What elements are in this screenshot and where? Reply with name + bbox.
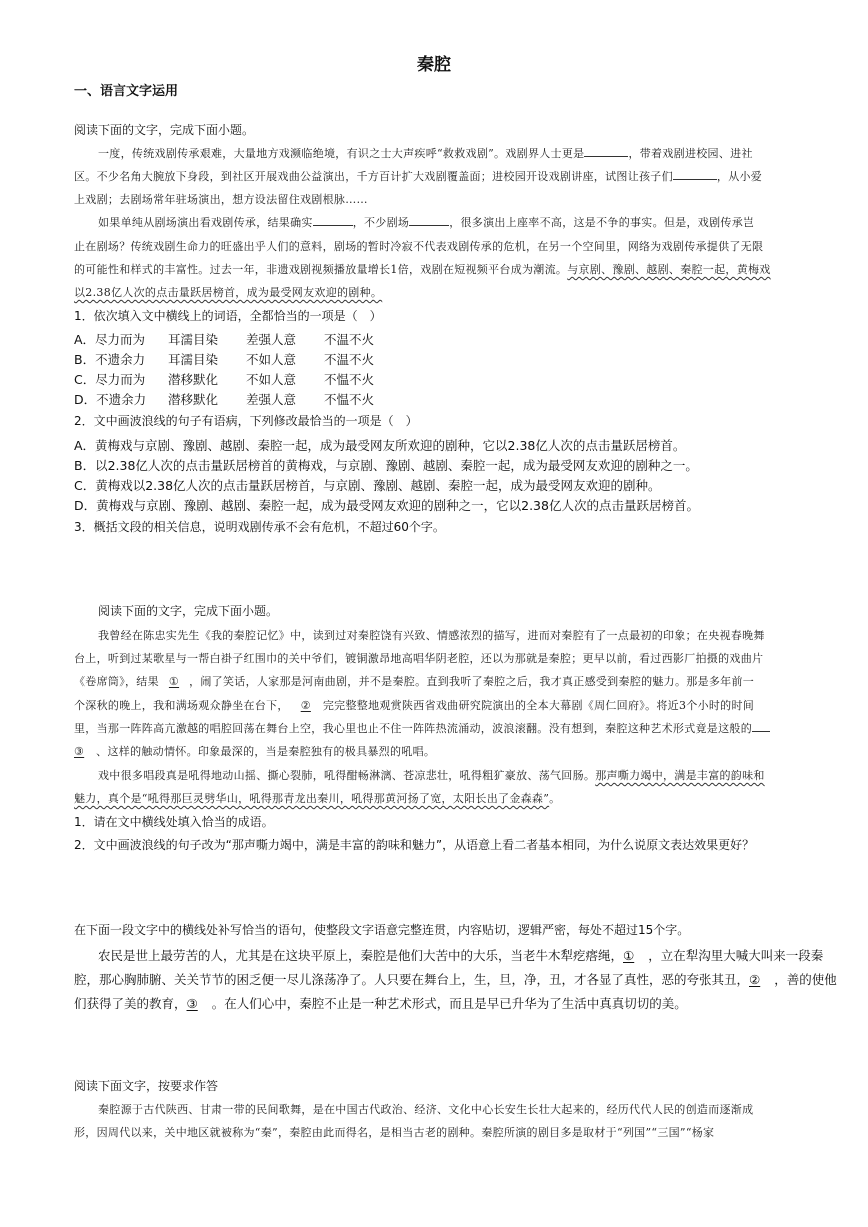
option-c[interactable]: C．黄梅戏以2.38亿人次的点击量跃居榜首，与京剧、豫剧、越剧、秦腔一起，成为最受网友欢迎的剧种。 [74,478,661,493]
passage1-line: 区。不少名角大腕放下身段，到社区开展戏曲公益演出，千方百计扩大戏剧覆盖面；进校园开设戏剧讲座，试图让孩子们 ，从小爱 [74,170,763,183]
passage2-line: 台上，听到过某歌星与一帮白褂子红围巾的关中爷们，镀铜激昂地高唱华阴老腔，还以为那就是秦腔；更早以前，看过西影厂拍摄的戏曲片 [74,652,764,665]
passage2-line: 《卷席筒》，结果 ① ，闹了笑话，人家那是河南曲剧，并不是秦腔。直到我听了秦腔之后，我才真正感受到秦腔的魅力。那是多年前一 [74,675,755,688]
question-3: 3．概括文段的相关信息，说明戏剧传承不会有危机，不超过60个字。 [74,520,445,534]
blank-marker-2: ② [300,699,311,712]
blank-marker-3: ③ [186,996,198,1011]
passage4-line: 形，因周代以来，关中地区就被称为“秦”，秦腔由此而得名，是相当古老的剧种。秦腔所演的剧目多是取材于“列国”“三国”“杨家 [74,1126,715,1139]
passage1-line [74,284,382,300]
wavy-sentence: 魅力，真个是“吼得那巨灵劈华山，吼得那青龙出秦川，吼得那黄河扬了宽，太阳长出了金森森” [74,792,550,805]
answer-blank [673,168,717,180]
passage3-line: 农民是世上最劳苦的人，尤其是在这块平原上，秦腔是他们大苦中的大乐，当老牛木犁疙瘩绳，① ，立在犁沟里大喊大叫来一段秦 [98,948,824,963]
passage2-line: ③ 、这样的触动情怀。印象最深的，当是秦腔独有的极具暴烈的吼唱。 [74,745,436,758]
blank-marker-1: ① [168,675,180,688]
blank-marker-2: ② [749,972,761,987]
blank-marker-1: ① [623,948,635,963]
option-a[interactable]: A．尽力而为 耳濡目染 差强人意 不温不火 [74,332,375,347]
answer-blank [752,720,770,732]
wavy-sentence: 以2.38亿人次的点击量跃居榜首，成为最受网友欢迎的剧种。 [74,286,383,299]
answer-blank [409,214,449,226]
passage2-line: 我曾经在陈忠实先生《我的秦腔记忆》中，读到过对秦腔饶有兴致、情感浓烈的描写，进而对秦腔有了一点最初的印象；在央视春晚舞 [98,629,765,642]
passage1-line: 的可能性和样式的丰富性。过去一年，非遗戏剧视频播放量增长1倍，戏剧在短视频平台成为潮流。与京剧、豫剧、越剧、秦腔一起，黄梅戏 [74,263,771,276]
answer-blank [584,145,628,157]
question-2: 2．文中画波浪线的句子有语病，下列修改最恰当的一项是（ ） [74,414,418,428]
section-heading: 一、语言文字运用 [74,84,179,99]
passage2-line: 魅力，真个是“吼得那巨灵劈华山，吼得那青龙出秦川，吼得那黄河扬了宽，太阳长出了金森森”。 [74,792,561,805]
option-c[interactable]: C．尽力而为 潜移默化 不如人意 不愠不火 [74,372,375,387]
passage3-line: 腔，那心胸肺腑、关关节节的困乏便一尽儿涤荡净了。人只要在舞台上，生，旦，净，丑，才各显了真性，恶的夸张其丑，② ，善的使他 [74,972,837,987]
option-d[interactable]: D．不遗余力 潜移默化 差强人意 不愠不火 [74,392,375,407]
question-1: 1．依次填入文中横线上的词语，全都恰当的一项是（ ） [74,309,382,323]
passage1-instruction: 阅读下面的文字，完成下面小题。 [74,123,255,137]
passage4-instruction: 阅读下面文字，按要求作答 [74,1079,219,1093]
question-2: 2．文中画波浪线的句子改为“那声嘶力竭中，满是丰富的韵味和魅力”，从语意上看二者基本相同，为什么说原文表达效果更好？ [74,838,755,852]
passage1-line: 止在剧场？传统戏剧生命力的旺盛出乎人们的意料，剧场的暂时冷寂不代表戏剧传承的危机，在另一个空间里，网络为戏剧传承提供了无限 [74,240,764,253]
passage2-line: 里，当那一阵阵高亢激越的唱腔回荡在舞台上空，我心里也止不住一阵阵热流涌动，波浪滚翻。没有想到，秦腔这种艺术形式竟是这般的 [74,720,770,736]
passage1-line: 一度，传统戏剧传承艰难，大量地方戏濒临绝境，有识之士大声疾呼“救救戏剧”。戏剧界人士更是 ，带着戏剧进校园、进社 [98,147,753,160]
passage3-line: 们获得了美的教育，③ 。在人们心中，秦腔不止是一种艺术形式，而且是早已升华为了生活中真真切切的美。 [74,996,687,1011]
wavy-sentence: 与京剧、豫剧、越剧、秦腔一起，黄梅戏 [567,263,771,276]
option-b[interactable]: B．不遗余力 耳濡目染 不如人意 不温不火 [74,352,375,367]
page-title: 秦腔 [417,55,451,75]
option-b[interactable]: B．以2.38亿人次的点击量跃居榜首的黄梅戏，与京剧、豫剧、越剧、秦腔一起，成为最受网友欢迎的剧种之一。 [74,458,698,473]
question-1: 1．请在文中横线处填入恰当的成语。 [74,815,274,829]
passage1-line: 如果单纯从剧场演出看戏剧传承，结果确实 ，不少剧场 ，很多演出上座率不高，这是不争的事实。但是，戏剧传承岂 [98,216,755,229]
passage2-line: 个深秋的晚上，我和满场观众静坐在台下， ② 完完整整地观赏陕西省戏曲研究院演出的全本大幕剧《周仁回府》。将近3个小时的时间 [74,699,755,712]
option-d[interactable]: D．黄梅戏与京剧、豫剧、越剧、秦腔一起，成为最受网友欢迎的剧种之一，它以2.38亿人次的点击量跃居榜首。 [74,498,699,513]
wavy-sentence: 那声嘶力竭中，满是丰富的韵味和 [595,769,765,782]
blank-marker-3: ③ [74,745,85,758]
passage3-instruction: 在下面一段文字中的横线处补写恰当的语句，使整段文字语意完整连贯，内容贴切，逻辑严密，每处不超过15个字。 [74,923,690,937]
option-a[interactable]: A．黄梅戏与京剧、豫剧、越剧、秦腔一起，成为最受网友所欢迎的剧种，它以2.38亿人次的点击量跃居榜首。 [74,438,686,453]
passage2-line: 戏中很多唱段真是吼得地动山摇、撕心裂肺，吼得酣畅淋漓、苍凉悲壮，吼得粗犷豪放、荡气回肠。那声嘶力竭中，满是丰富的韵味和 [98,769,765,782]
passage1-line: 上戏剧；去剧场常年驻场演出，想方设法留住戏剧根脉…… [74,193,368,206]
passage4-line: 秦腔源于古代陕西、甘肃一带的民间歌舞，是在中国古代政治、经济、文化中心长安生长壮大起来的，经历代代人民的创造而逐渐成 [98,1103,754,1116]
passage2-instruction: 阅读下面的文字，完成下面小题。 [98,604,279,618]
answer-blank [313,214,353,226]
